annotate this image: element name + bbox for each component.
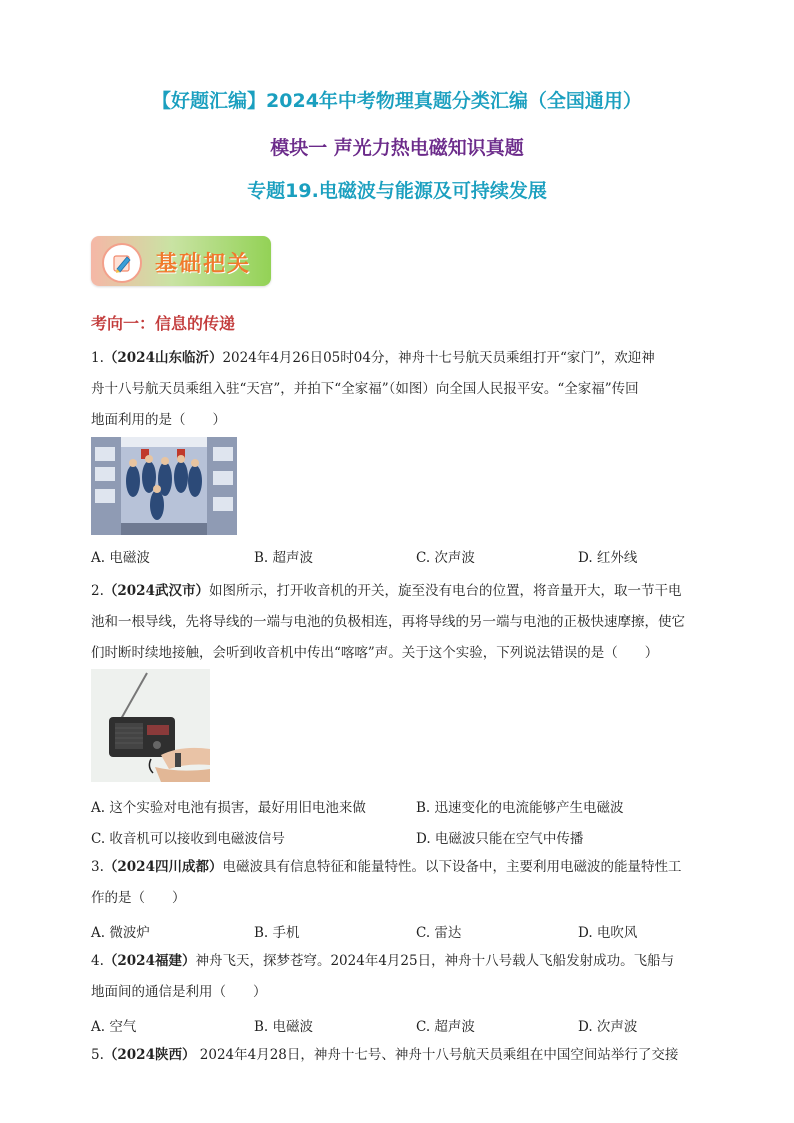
option-c: C. 收音机可以接收到电磁波信号 [91, 831, 285, 847]
radio-experiment-photo [91, 669, 210, 782]
question-text: 神舟飞天，探梦苍穹。2024年4月25日，神舟十八号载人飞船发射成功。飞船与 [195, 953, 675, 969]
question-5 [91, 1040, 705, 1071]
question-2 [91, 576, 705, 669]
module-title: 模块一 声光力热电磁知识真题 [270, 137, 524, 159]
space-station-crew-photo [91, 437, 237, 535]
document-title: 【好题汇编】2024年中考物理真题分类汇编（全国通用） [152, 90, 642, 112]
question-text: 2024年4月26日05时04分，神舟十七号航天员乘组打开“家门”，欢迎神 [222, 350, 655, 366]
question-text: 池和一根导线，先将导线的一端与电池的负极相连，再将导线的另一端与电池的正极快速摩擦，使它 [91, 614, 685, 630]
question-number: 5. [91, 1047, 104, 1063]
option-a: A. 电磁波 [91, 550, 150, 566]
question-text: 舟十八号航天员乘组入驻“天宫”，并拍下“全家福”（如图）向全国人民报平安。“全家福”传回 [91, 381, 639, 397]
option-b: B. 迅速变化的电流能够产生电磁波 [416, 800, 624, 816]
topic-title: 专题19.电磁波与能源及可持续发展 [247, 180, 547, 202]
option-a: A. 空气 [91, 1019, 137, 1035]
option-b: B. 超声波 [254, 550, 314, 566]
question-source: （2024四川成都） [103, 859, 223, 875]
question-1 [91, 343, 705, 436]
question-4 [91, 946, 705, 1008]
question-source: （2024福建） [103, 953, 196, 969]
question-text: 地面间的通信是利用（ ） [91, 984, 267, 1000]
option-b: B. 手机 [254, 925, 300, 941]
section-banner [91, 236, 271, 286]
question-text: 2024年4月28日，神舟十七号、神舟十八号航天员乘组在中国空间站举行了交接 [195, 1047, 679, 1063]
option-d: D. 电磁波只能在空气中传播 [416, 831, 584, 847]
option-c: C. 超声波 [416, 1019, 475, 1035]
question-number: 4. [91, 953, 104, 969]
option-c: C. 雷达 [416, 925, 462, 941]
option-a: A. 微波炉 [91, 925, 150, 941]
question-3 [91, 852, 705, 914]
question-source: （2024山东临沂） [103, 350, 223, 366]
question-text: 如图所示，打开收音机的开关，旋至没有电台的位置，将音量开大，取一节干电 [208, 583, 682, 599]
question-text: 作的是（ ） [91, 890, 186, 906]
question-number: 1. [91, 350, 104, 366]
option-d: D. 电吹风 [578, 925, 638, 941]
section-heading: 考向一：信息的传递 [91, 314, 236, 333]
question-number: 2. [91, 583, 104, 599]
banner-label: 基础把关 [155, 252, 252, 277]
option-d: D. 次声波 [578, 1019, 638, 1035]
pencil-icon [102, 243, 142, 283]
question-text: 电磁波具有信息特征和能量特性。以下设备中，主要利用电磁波的能量特性工 [222, 859, 682, 875]
question-source: （2024陕西） [103, 1047, 196, 1063]
option-c: C. 次声波 [416, 550, 475, 566]
question-text: 地面利用的是（ ） [91, 412, 226, 428]
option-d: D. 红外线 [578, 550, 638, 566]
question-number: 3. [91, 859, 104, 875]
option-a: A. 这个实验对电池有损害，最好用旧电池来做 [91, 800, 366, 816]
option-b: B. 电磁波 [254, 1019, 314, 1035]
question-source: （2024武汉市） [103, 583, 209, 599]
question-text: 们时断时续地接触，会听到收音机中传出“喀喀”声。关于这个实验，下列说法错误的是（ ） [91, 645, 659, 661]
